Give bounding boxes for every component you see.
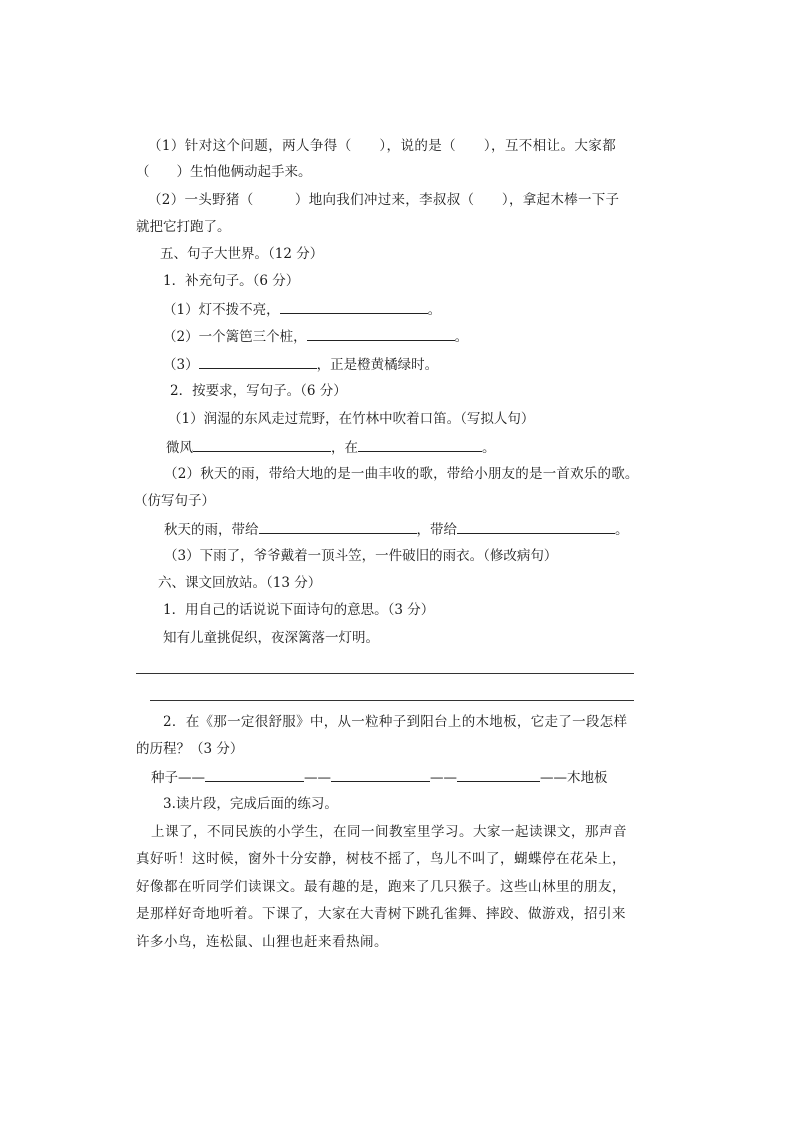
chain-dash-2: —— xyxy=(430,770,457,786)
q4-line-4: 就把它打跑了。 xyxy=(136,219,231,235)
chain-blank-2[interactable] xyxy=(331,767,430,782)
chain-end: ——木地板 xyxy=(540,770,608,786)
q5-sub2: 2．按要求，写句子。（6 分） xyxy=(170,383,347,399)
q5-answer-2-start: 秋天的雨，带给 xyxy=(164,522,259,538)
q5-item-1-blank[interactable] xyxy=(280,299,428,314)
passage-line-3: 好像都在听同学们读课文。最有趣的是，跑来了几只猴子。这些山林里的朋友， xyxy=(136,879,626,895)
answer-line-2[interactable] xyxy=(150,700,634,701)
q5-answer-2-blank-a[interactable] xyxy=(259,519,417,534)
q5-item-2-text: （2）一个篱笆三个桩， xyxy=(163,329,307,345)
q5-item-1 xyxy=(163,299,441,320)
q5-answer-1-end: 。 xyxy=(482,440,496,456)
q5-sub1: 1．补充句子。（6 分） xyxy=(163,273,300,289)
passage-line-4: 是那样好奇地听着。下课了，大家在大青树下跳孔雀舞、摔跤、做游戏，招引来 xyxy=(136,906,626,922)
q6-sub2-line-2: 的历程？（3 分） xyxy=(136,741,244,757)
q6-journey-chain xyxy=(151,767,608,788)
q6-sub1: 1．用自己的话说说下面诗句的意思。（3 分） xyxy=(163,602,435,618)
section-5-title: 五、句子大世界。（12 分） xyxy=(160,246,324,262)
q6-sub3: 3.读片段，完成后面的练习。 xyxy=(163,796,338,812)
q4-line-3: （2）一头野猪（ ）地向我们冲过来，李叔叔（ ），拿起木棒一下子 xyxy=(148,192,620,208)
q5-answer-2-end: 。 xyxy=(615,522,629,538)
q5-item-3-end: ，正是橙黄橘绿时。 xyxy=(316,357,439,373)
q5-item-1-text: （1）灯不拨不亮， xyxy=(163,302,280,318)
answer-line-1[interactable] xyxy=(136,673,634,674)
q5-item-1-end: 。 xyxy=(427,302,442,318)
q5-answer-1-start: 微风 xyxy=(166,440,193,456)
q4-line-2: （ ）生怕他俩动起手来。 xyxy=(136,164,312,180)
q6-sub2-line-1: 2．在《那一定很舒服》中，从一粒种子到阳台上的木地板，它走了一段怎样 xyxy=(163,714,628,730)
passage-line-1: 上课了，不同民族的小学生，在同一间教室里学习。大家一起读课文，那声音 xyxy=(151,824,627,840)
q5-answer-2-mid: ，带给 xyxy=(416,522,457,538)
q4-line-1: （1）针对这个问题，两人争得（ ），说的是（ ），互不相让。大家都 xyxy=(148,138,617,154)
passage-line-5: 许多小鸟，连松鼠、山狸也赶来看热闹。 xyxy=(136,934,388,950)
section-6-title: 六、课文回放站。（13 分） xyxy=(158,575,322,591)
q5-answer-2-blank-b[interactable] xyxy=(457,519,615,534)
q5-answer-1-blank-a[interactable] xyxy=(193,437,331,452)
q5-answer-2 xyxy=(164,519,629,540)
q5-item-2-blank[interactable] xyxy=(307,326,455,341)
q5-item-2-end: 。 xyxy=(454,329,469,345)
q5-answer-1-blank-b[interactable] xyxy=(358,437,482,452)
q5-prompt-1: （1）润湿的东风走过荒野，在竹林中吹着口笛。（写拟人句） xyxy=(168,411,535,427)
chain-blank-3[interactable] xyxy=(457,767,540,782)
chain-blank-1[interactable] xyxy=(205,767,304,782)
passage-line-2: 真好听！这时候，窗外十分安静，树枝不摇了，鸟儿不叫了，蝴蝶停在花朵上， xyxy=(136,851,626,867)
q5-prompt-2: （2）秋天的雨，带给大地的是一曲丰收的歌，带给小朋友的是一首欢乐的歌。 xyxy=(164,466,639,482)
q5-answer-1-mid: ，在 xyxy=(331,440,358,456)
chain-dash-1: —— xyxy=(304,770,331,786)
q5-item-3-blank[interactable] xyxy=(199,354,317,369)
q5-answer-1 xyxy=(166,437,496,458)
q6-poem: 知有儿童挑促织，夜深篱落一灯明。 xyxy=(163,630,379,646)
q5-prompt-3: （3）下雨了，爷爷戴着一顶斗笠，一件破旧的雨衣。（修改病句） xyxy=(164,548,558,564)
q5-item-3-text: （3） xyxy=(163,357,199,373)
q5-item-2 xyxy=(163,326,468,347)
q5-item-3 xyxy=(163,354,438,375)
chain-start: 种子—— xyxy=(151,770,205,786)
q5-prompt-2-note: （仿写句子） xyxy=(134,493,215,509)
